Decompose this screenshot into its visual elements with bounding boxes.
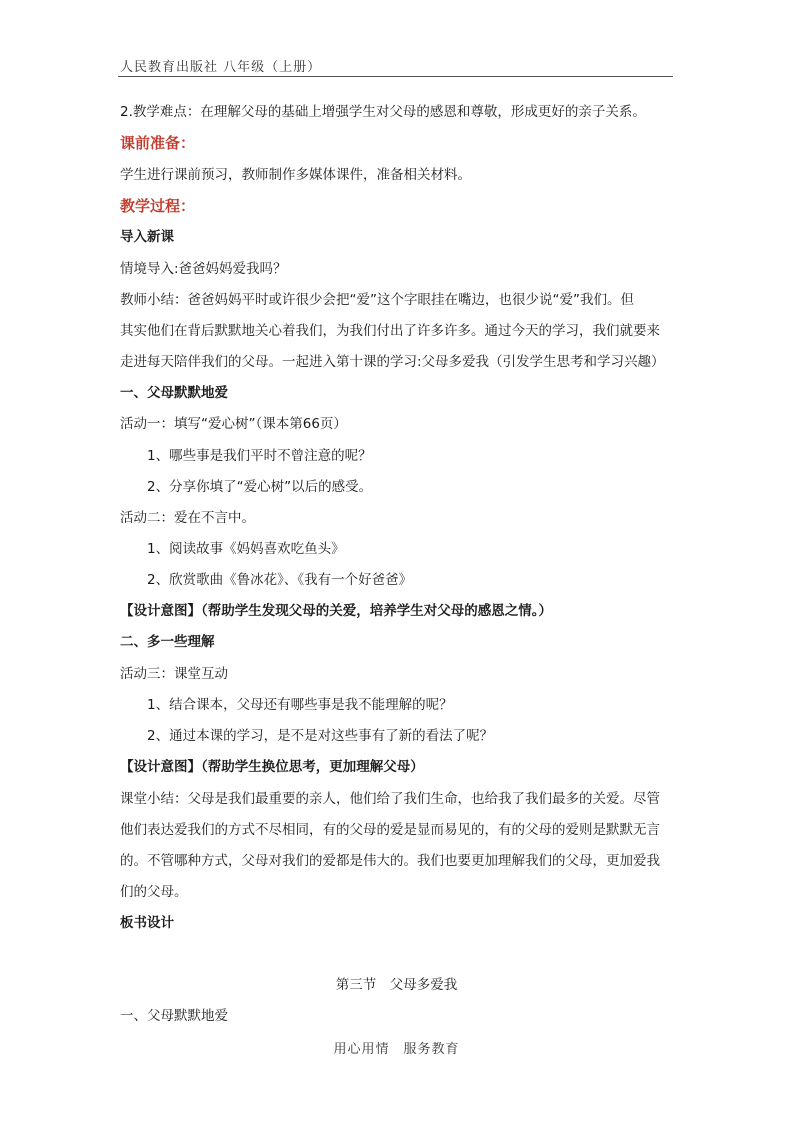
- activity-3-item-1: 1、结合课本，父母还有哪些事是我不能理解的呢？: [147, 697, 453, 713]
- teacher-summary-line-1: 教师小结：爸爸妈妈平时或许很少会把“爱”这个字眼挂在嘴边，也很少说“爱”我们。但: [120, 292, 634, 308]
- board-item-1: 一、父母默默地爱: [120, 1008, 228, 1024]
- process-heading: 教学过程：: [120, 197, 196, 215]
- activity-3-item-2: 2、通过本课的学习，是不是对这些事有了新的看法了呢？: [147, 728, 494, 744]
- prep-text: 学生进行课前预习，教师制作多媒体课件，准备相关材料。: [120, 167, 471, 183]
- board-title: 第三节 父母多爱我: [335, 977, 458, 993]
- activity-1-item-1: 1、哪些事是我们平时不曾注意的呢？: [147, 448, 372, 464]
- design-intent-2: 【设计意图】（帮助学生换位思考，更加理解父母）: [120, 759, 424, 775]
- teacher-summary-line-2: 其实他们在背后默默地关心着我们，为我们付出了许多许多。通过今天的学习，我们就要来: [120, 323, 660, 339]
- page-footer: 用心用情 服务教育: [333, 1042, 460, 1057]
- activity-1-item-2: 2、分享你填了“爱心树”以后的感受。: [147, 479, 373, 495]
- section-1-heading: 一、父母默默地爱: [120, 385, 228, 401]
- activity-2-item-1: 1、阅读故事《妈妈喜欢吃鱼头》: [147, 541, 345, 557]
- page-header: 人民教育出版社 八年级（上册）: [120, 60, 322, 75]
- class-summary-line-1: 课堂小结：父母是我们最重要的亲人，他们给了我们生命，也给我了我们最多的关爱。尽管: [120, 791, 660, 807]
- class-summary-line-3: 的。不管哪种方式，父母对我们的爱都是伟大的。我们也要更加理解我们的父母，更加爱我: [120, 853, 660, 869]
- teacher-summary-line-3: 走进每天陪伴我们的父母。一起进入第十课的学习:父母多爱我（引发学生思考和学习兴趣）: [120, 354, 665, 370]
- intro-heading: 导入新课: [120, 229, 174, 245]
- activity-2: 活动二：爱在不言中。: [120, 510, 255, 526]
- scenario-intro: 情境导入:爸爸妈妈爱我吗？: [120, 261, 287, 277]
- class-summary-line-4: 们的父母。: [120, 884, 188, 900]
- board-design-heading: 板书设计: [120, 915, 174, 931]
- design-intent-1: 【设计意图】（帮助学生发现父母的关爱，培养学生对父母的感恩之情。）: [120, 603, 552, 619]
- header-divider: [118, 76, 673, 77]
- section-2-heading: 二、多一些理解: [120, 634, 215, 650]
- activity-3: 活动三：课堂互动: [120, 666, 228, 682]
- activity-2-item-2: 2、欣赏歌曲《鲁冰花》、《我有一个好爸爸》: [147, 572, 413, 588]
- class-summary-line-2: 他们表达爱我们的方式不尽相同，有的父母的爱是显而易见的，有的父母的爱则是默默无言: [120, 822, 660, 838]
- activity-1: 活动一：填写“爱心树”（课本第66页）: [120, 416, 347, 432]
- prep-heading: 课前准备：: [120, 134, 196, 152]
- teaching-difficulty: 2.教学难点：在理解父母的基础上增强学生对父母的感恩和尊敬，形成更好的亲子关系。: [120, 104, 646, 120]
